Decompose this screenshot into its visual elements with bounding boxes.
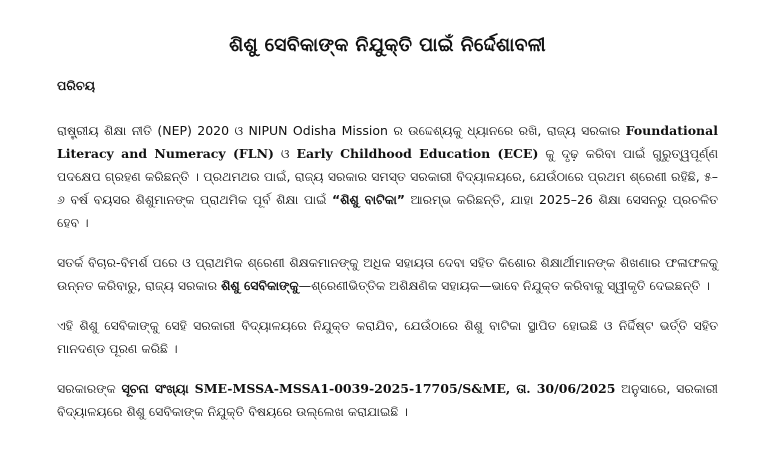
bold-term-shishu-batika: “ଶିଶୁ ବାଟିକା”	[331, 192, 406, 207]
bold-term-ece: Early Childhood Education (ECE)	[296, 146, 539, 161]
intro-heading: ପରିଚୟ	[57, 78, 96, 93]
paragraph-government-notification	[57, 377, 718, 423]
bold-term-fln: Foundational Literacy and Numeracy (FLN)	[57, 123, 718, 161]
paragraph-text: କୁ ଦୃଢ଼ କରିବା ପାଇଁ ଗୁରୁତ୍ୱପୂର୍ଣ୍ଣ ପଦକ୍ଷେପ ଗ୍ରହଣ କରିଛନ୍ତି । ପ୍ରଥମଥର ପାଇଁ, ରାଜ୍ୟ ସରକାର ସମସ୍ତ ସରକାରୀ ବିଦ୍ୟାଳୟରେ, ଯେଉଁଠାରେ ପ୍ରଥମ ଶ୍ରେଣୀ ରହିଛି, ୫–୬ ବର୍ଷ ବୟସର ଶିଶୁମାନଙ୍କ ପ୍ରାଥମିକ ପୂର୍ବ ଶିକ୍ଷା ପାଇଁ	[57, 146, 719, 207]
paragraph-text: ଆରମ୍ଭ କରିଛନ୍ତି, ଯାହା 2025–26 ଶିକ୍ଷା ସେସନରୁ ପ୍ରଚଳିତ ହେବ ।	[57, 192, 718, 230]
paragraph-text: —ଶ୍ରେଣୀଭିତ୍ତିକ ଅଶିକ୍ଷଣିକ ସହାୟକ—ଭାବେ ନିଯୁକ୍ତ କରିବାକୁ ସ୍ୱୀକୃତି ଦେଇଛନ୍ତି ।	[298, 278, 710, 293]
paragraph-text: ସରକାରଙ୍କ	[57, 381, 122, 396]
paragraph-nep-context	[57, 119, 718, 234]
bold-term-shishu-sebika: ଶିଶୁ ସେବିକାଙ୍କୁ	[221, 278, 299, 293]
document-title: ଶିଶୁ ସେବିକାଙ୍କ ନିଯୁକ୍ତି ପାଇଁ ନିର୍ଦ୍ଦେଶାବଳୀ	[229, 34, 546, 56]
notification-reference: ସୂଚନା ସଂଖ୍ୟା SME-MSSA-MSSA1-0039-2025-17705/S&ME, ତା. 30/06/2025	[121, 381, 616, 396]
paragraph-appointment-decision	[57, 251, 718, 297]
paragraph-school-eligibility: ଏହି ଶିଶୁ ସେବିକାଙ୍କୁ ସେହି ସରକାରୀ ବିଦ୍ୟାଳୟରେ ନିଯୁକ୍ତ କରାଯିବ, ଯେଉଁଠାରେ ଶିଶୁ ବାଟିକା ସ୍ଥାପିତ ହୋଇଛି ଓ ନିର୍ଦ୍ଦିଷ୍ଟ ଭର୍ତ୍ତି ସହିତ ମାନଦଣ୍ଡ ପୂରଣ କରିଛି ।	[57, 318, 718, 356]
paragraph-text: ଓ	[273, 146, 297, 161]
paragraph-text: ଅନୁସାରେ, ସରକାରୀ ବିଦ୍ୟାଳୟରେ ଶିଶୁ ସେବିକାଙ୍କ ନିଯୁକ୍ତି ବିଷୟରେ ଉଲ୍ଲେଖ କରାଯାଇଛି ।	[57, 381, 719, 419]
paragraph-text: ରାଷ୍ଟ୍ରୀୟ ଶିକ୍ଷା ନୀତି (NEP) 2020 ଓ NIPUN Odisha Mission ର ଉଦ୍ଦେଶ୍ୟକୁ ଧ୍ୟାନରେ ରଖି, ରାଜ୍ୟ ସରକାର	[57, 123, 626, 138]
paragraph-text: ସତର୍କ ବିଚାର-ବିମର୍ଶ ପରେ ଓ ପ୍ରାଥମିକ ଶ୍ରେଣୀ ଶିକ୍ଷକମାନଙ୍କୁ ଅଧିକ ସହାୟତା ଦେବା ସହିତ କିଶୋର ଶିକ୍ଷାର୍ଥୀମାନଙ୍କ ଶିଖଣାର ଫଳାଫଳକୁ ଉନ୍ନତ କରିବାରୁ, ରାଜ୍ୟ ସରକାର	[57, 255, 718, 293]
